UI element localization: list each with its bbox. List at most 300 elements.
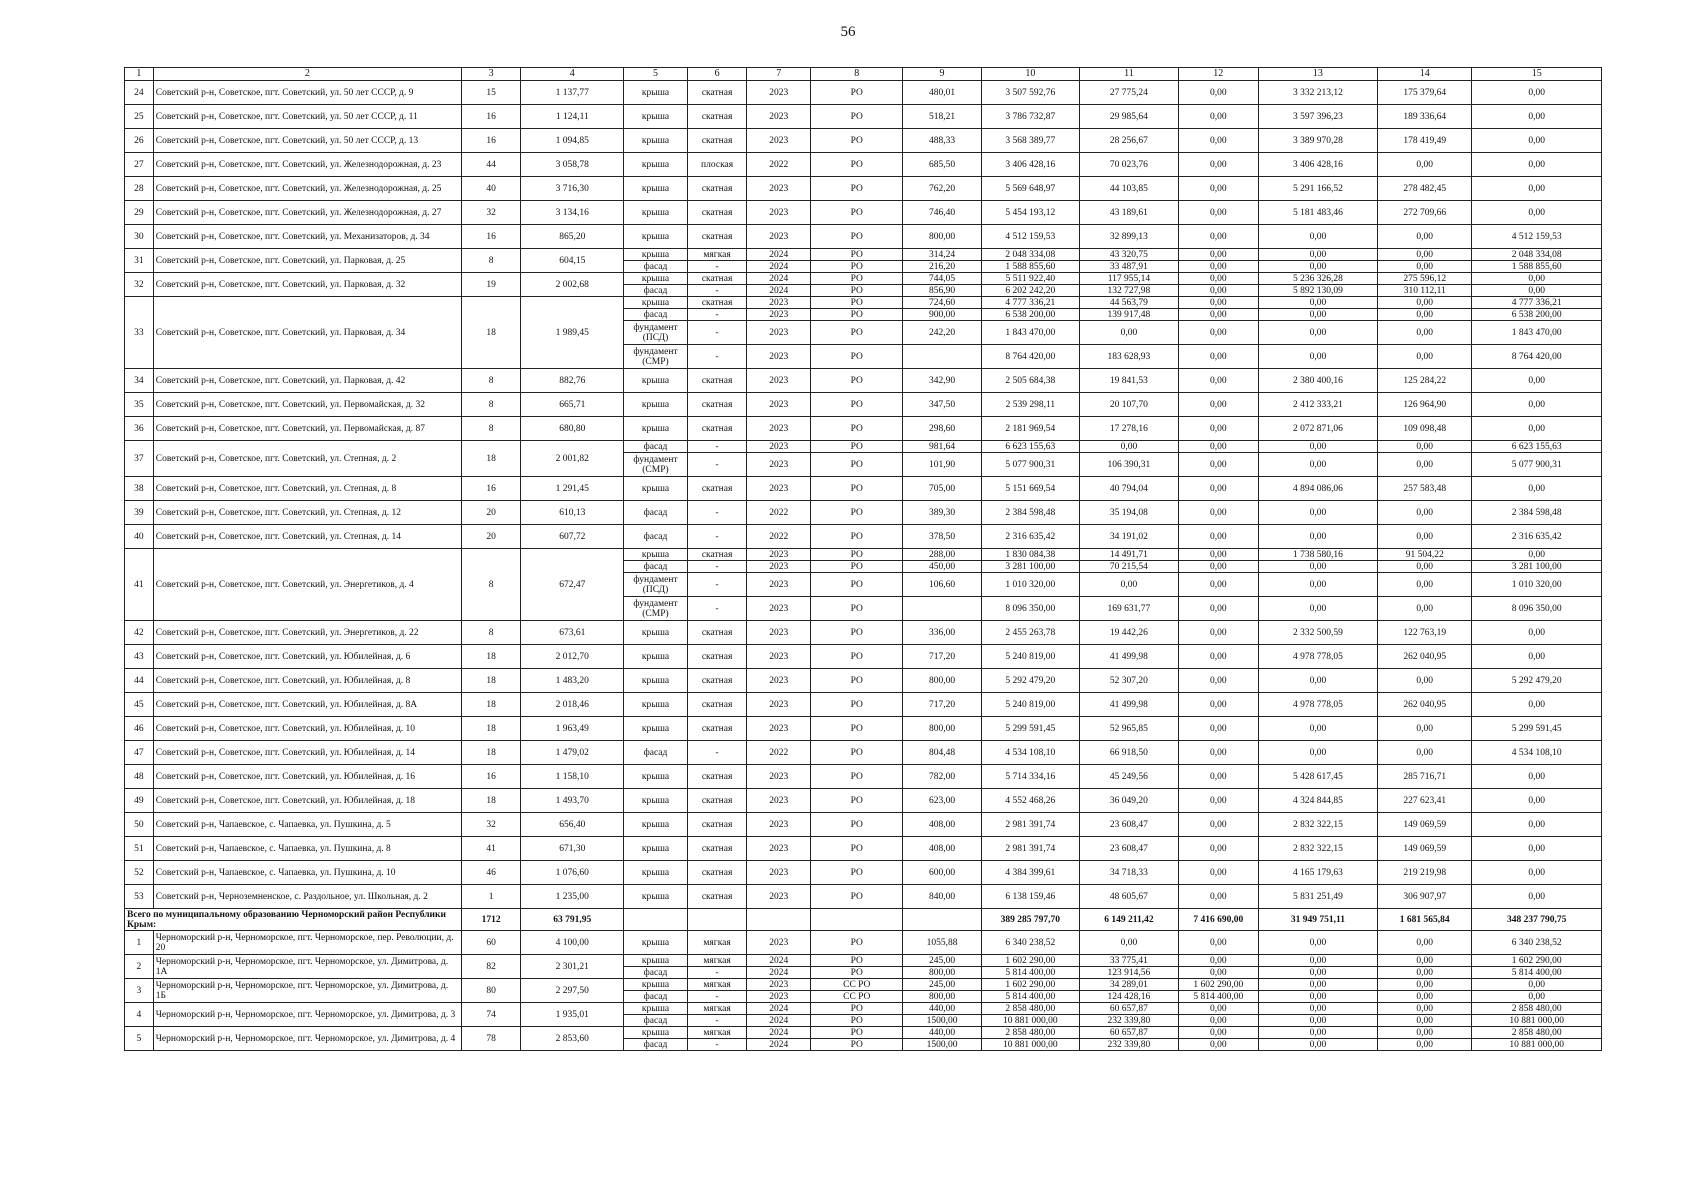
- total-label: Всего по муниципальному образованию Черноморский район Республики Крым:: [125, 909, 462, 931]
- address-cell: Советский р-н, Советское, пгт. Советский, ул. Юбилейная, д. 8: [153, 669, 461, 693]
- apartments-cell: 16: [461, 105, 521, 129]
- col12-cell: 0,00: [1178, 669, 1258, 693]
- total-cost-cell: 1 602 290,00: [981, 955, 1080, 967]
- year-cell: 2023: [747, 645, 811, 669]
- col14-cell: 306 907,97: [1377, 885, 1471, 909]
- total-cost-cell: 1 602 290,00: [981, 979, 1080, 991]
- col15-cell: 6 538 200,00: [1472, 309, 1602, 321]
- work-type-cell: крыша: [624, 861, 688, 885]
- row-number: 41: [125, 549, 154, 621]
- col12-cell: 0,00: [1178, 345, 1258, 369]
- col14-cell: 189 336,64: [1377, 105, 1471, 129]
- fund-source-cell: РО: [811, 105, 903, 129]
- column-number-7: 7: [747, 68, 811, 81]
- year-cell: 2024: [747, 955, 811, 967]
- col14-cell: 0,00: [1377, 153, 1471, 177]
- total-cost-cell: 10 881 000,00: [981, 1039, 1080, 1051]
- col12-cell: 0,00: [1178, 1003, 1258, 1015]
- address-cell: Советский р-н, Советское, пгт. Советский, ул. Железнодорожная, д. 27: [153, 201, 461, 225]
- work-type-cell: фундамент (СМР): [624, 597, 688, 621]
- col13-cell: 0,00: [1258, 1003, 1377, 1015]
- column-number-3: 3: [461, 68, 521, 81]
- col15-cell: 1 602 290,00: [1472, 955, 1602, 967]
- fund-source-cell: СС РО: [811, 979, 903, 991]
- roof-type-cell: скатная: [687, 549, 747, 561]
- total-cost-cell: 2 505 684,38: [981, 369, 1080, 393]
- col15-cell: 0,00: [1472, 837, 1602, 861]
- volume-cell: 298,60: [903, 417, 981, 441]
- sk-cost-cell: 132 727,98: [1080, 285, 1179, 297]
- row-number: 28: [125, 177, 154, 201]
- roof-type-cell: скатная: [687, 765, 747, 789]
- sk-cost-cell: 20 107,70: [1080, 393, 1179, 417]
- apartments-cell: 18: [461, 645, 521, 669]
- apartments-cell: 1: [461, 885, 521, 909]
- work-type-cell: крыша: [624, 297, 688, 309]
- fund-source-cell: РО: [811, 561, 903, 573]
- row-number: 45: [125, 693, 154, 717]
- address-cell: Советский р-н, Советское, пгт. Советский, ул. 50 лет СССР, д. 11: [153, 105, 461, 129]
- col13-cell: 0,00: [1258, 573, 1377, 597]
- table-row: [125, 1027, 1602, 1039]
- col13-cell: 3 406 428,16: [1258, 153, 1377, 177]
- area-cell: 656,40: [521, 813, 624, 837]
- roof-type-cell: -: [687, 573, 747, 597]
- sk-cost-cell: 19 442,26: [1080, 621, 1179, 645]
- sk-cost-cell: 40 794,04: [1080, 477, 1179, 501]
- col14-cell: 0,00: [1377, 525, 1471, 549]
- col15-cell: 0,00: [1472, 693, 1602, 717]
- area-cell: 1 493,70: [521, 789, 624, 813]
- col12-cell: 0,00: [1178, 441, 1258, 453]
- area-cell: 2 001,82: [521, 441, 624, 477]
- row-number: 1: [125, 931, 154, 955]
- sk-cost-cell: 34 718,33: [1080, 861, 1179, 885]
- work-type-cell: фасад: [624, 261, 688, 273]
- area-cell: 610,13: [521, 501, 624, 525]
- col12-cell: 0,00: [1178, 525, 1258, 549]
- volume-cell: 440,00: [903, 1003, 981, 1015]
- fund-source-cell: СС РО: [811, 991, 903, 1003]
- year-cell: 2023: [747, 693, 811, 717]
- fund-source-cell: РО: [811, 741, 903, 765]
- col12-cell: 0,00: [1178, 955, 1258, 967]
- year-cell: 2023: [747, 393, 811, 417]
- roof-type-cell: скатная: [687, 693, 747, 717]
- col15-cell: 4 777 336,21: [1472, 297, 1602, 309]
- column-number-row: [125, 68, 1602, 81]
- roof-type-cell: -: [687, 453, 747, 477]
- volume-cell: 101,90: [903, 453, 981, 477]
- apartments-cell: 8: [461, 621, 521, 645]
- year-cell: 2023: [747, 321, 811, 345]
- fund-source-cell: РО: [811, 453, 903, 477]
- fund-source-cell: РО: [811, 967, 903, 979]
- year-cell: 2023: [747, 417, 811, 441]
- apartments-cell: 20: [461, 501, 521, 525]
- total-cost-cell: 1 010 320,00: [981, 573, 1080, 597]
- col13-cell: 0,00: [1258, 597, 1377, 621]
- area-cell: 4 100,00: [521, 931, 624, 955]
- total-cost-cell: 2 981 391,74: [981, 813, 1080, 837]
- col14-cell: 0,00: [1377, 1027, 1471, 1039]
- fund-source-cell: РО: [811, 717, 903, 741]
- area-cell: 2 301,21: [521, 955, 624, 979]
- year-cell: 2023: [747, 621, 811, 645]
- area-cell: 672,47: [521, 549, 624, 621]
- volume-cell: 336,00: [903, 621, 981, 645]
- total-cost-cell: 5 077 900,31: [981, 453, 1080, 477]
- col15-cell: 0,00: [1472, 789, 1602, 813]
- col13-cell: 4 978 778,05: [1258, 645, 1377, 669]
- table-row: [125, 297, 1602, 309]
- volume-cell: 717,20: [903, 645, 981, 669]
- apartments-cell: 32: [461, 813, 521, 837]
- col14-cell: 0,00: [1377, 345, 1471, 369]
- area-cell: 1 076,60: [521, 861, 624, 885]
- col14-cell: 0,00: [1377, 321, 1471, 345]
- col15-cell: 8 764 420,00: [1472, 345, 1602, 369]
- sk-cost-cell: 33 775,41: [1080, 955, 1179, 967]
- fund-source-cell: РО: [811, 153, 903, 177]
- total-cost-cell: 8 764 420,00: [981, 345, 1080, 369]
- apartments-cell: 40: [461, 177, 521, 201]
- col12-cell: 1 602 290,00: [1178, 979, 1258, 991]
- sk-cost-cell: 36 049,20: [1080, 789, 1179, 813]
- work-type-cell: крыша: [624, 129, 688, 153]
- work-type-cell: крыша: [624, 955, 688, 967]
- col12-cell: 0,00: [1178, 129, 1258, 153]
- table-row: [125, 393, 1602, 417]
- fund-source-cell: РО: [811, 885, 903, 909]
- fund-source-cell: РО: [811, 645, 903, 669]
- table-row: [125, 525, 1602, 549]
- col14-cell: 257 583,48: [1377, 477, 1471, 501]
- total-cost-cell: 5 240 819,00: [981, 645, 1080, 669]
- fund-source-cell: РО: [811, 693, 903, 717]
- row-number: 30: [125, 225, 154, 249]
- col13-cell: 0,00: [1258, 991, 1377, 1003]
- total-cost-cell: 2 981 391,74: [981, 837, 1080, 861]
- row-number: 37: [125, 441, 154, 477]
- sk-cost-cell: 70 023,76: [1080, 153, 1179, 177]
- table-row: [125, 765, 1602, 789]
- work-type-cell: фасад: [624, 501, 688, 525]
- roof-type-cell: скатная: [687, 885, 747, 909]
- col14-cell: 109 098,48: [1377, 417, 1471, 441]
- roof-type-cell: плоская: [687, 153, 747, 177]
- row-number: 33: [125, 297, 154, 369]
- fund-source-cell: РО: [811, 549, 903, 561]
- volume-cell: 804,48: [903, 741, 981, 765]
- volume-cell: 347,50: [903, 393, 981, 417]
- roof-type-cell: скатная: [687, 813, 747, 837]
- total-cost-cell: 6 538 200,00: [981, 309, 1080, 321]
- total-cost-cell: 4 552 468,26: [981, 789, 1080, 813]
- work-type-cell: фасад: [624, 525, 688, 549]
- roof-type-cell: скатная: [687, 789, 747, 813]
- roof-type-cell: скатная: [687, 81, 747, 105]
- work-type-cell: фасад: [624, 561, 688, 573]
- roof-type-cell: мягкая: [687, 979, 747, 991]
- col12-cell: 0,00: [1178, 501, 1258, 525]
- col12-cell: 0,00: [1178, 273, 1258, 285]
- fund-source-cell: РО: [811, 417, 903, 441]
- sk-cost-cell: 0,00: [1080, 441, 1179, 453]
- row-number: 3: [125, 979, 154, 1003]
- sk-cost-cell: 23 608,47: [1080, 813, 1179, 837]
- table-row: [125, 441, 1602, 453]
- roof-type-cell: скатная: [687, 621, 747, 645]
- area-cell: 2 297,50: [521, 979, 624, 1003]
- address-cell: Черноморский р-н, Черноморское, пгт. Черноморское, ул. Димитрова, д. 4: [153, 1027, 461, 1051]
- column-number-11: 11: [1080, 68, 1179, 81]
- work-type-cell: фасад: [624, 1015, 688, 1027]
- column-number-5: 5: [624, 68, 688, 81]
- sk-cost-cell: 139 917,48: [1080, 309, 1179, 321]
- apartments-cell: 16: [461, 225, 521, 249]
- sk-cost-cell: 33 487,91: [1080, 261, 1179, 273]
- year-cell: 2022: [747, 501, 811, 525]
- year-cell: 2023: [747, 105, 811, 129]
- fund-source-cell: РО: [811, 249, 903, 261]
- fund-source-cell: РО: [811, 837, 903, 861]
- apartments-cell: 18: [461, 741, 521, 765]
- work-type-cell: крыша: [624, 885, 688, 909]
- apartments-cell: 8: [461, 549, 521, 621]
- total-cost-cell: 6 138 159,46: [981, 885, 1080, 909]
- col15-cell: 0,00: [1472, 369, 1602, 393]
- total-cost-cell: 5 240 819,00: [981, 693, 1080, 717]
- volume-cell: 746,40: [903, 201, 981, 225]
- area-cell: 1 235,00: [521, 885, 624, 909]
- col12-cell: 0,00: [1178, 789, 1258, 813]
- total-cost-cell: 5 299 591,45: [981, 717, 1080, 741]
- sk-cost-cell: 0,00: [1080, 321, 1179, 345]
- year-cell: 2022: [747, 525, 811, 549]
- year-cell: 2023: [747, 177, 811, 201]
- col13-cell: 4 165 179,63: [1258, 861, 1377, 885]
- work-type-cell: крыша: [624, 393, 688, 417]
- col12-cell: 0,00: [1178, 717, 1258, 741]
- year-cell: 2023: [747, 309, 811, 321]
- col13-cell: 5 428 617,45: [1258, 765, 1377, 789]
- total-cost-cell: 1 843 470,00: [981, 321, 1080, 345]
- year-cell: 2023: [747, 669, 811, 693]
- table-row: [125, 477, 1602, 501]
- volume-cell: 717,20: [903, 693, 981, 717]
- col12-cell: 0,00: [1178, 285, 1258, 297]
- apartments-cell: 82: [461, 955, 521, 979]
- col13-cell: 5 892 130,09: [1258, 285, 1377, 297]
- fund-source-cell: РО: [811, 81, 903, 105]
- col13-cell: 0,00: [1258, 309, 1377, 321]
- col14-cell: 219 219,98: [1377, 861, 1471, 885]
- roof-type-cell: скатная: [687, 645, 747, 669]
- roof-type-cell: скатная: [687, 477, 747, 501]
- volume-cell: 245,00: [903, 955, 981, 967]
- fund-source-cell: РО: [811, 621, 903, 645]
- fund-source-cell: РО: [811, 813, 903, 837]
- apartments-cell: 18: [461, 717, 521, 741]
- row-number: 25: [125, 105, 154, 129]
- volume-cell: 705,00: [903, 477, 981, 501]
- col14-cell: 227 623,41: [1377, 789, 1471, 813]
- col15-cell: 0,00: [1472, 177, 1602, 201]
- apartments-cell: 60: [461, 931, 521, 955]
- fund-source-cell: РО: [811, 789, 903, 813]
- year-cell: 2024: [747, 1027, 811, 1039]
- sk-cost-cell: 117 955,14: [1080, 273, 1179, 285]
- work-type-cell: крыша: [624, 417, 688, 441]
- area-cell: 680,80: [521, 417, 624, 441]
- col15-cell: 2 858 480,00: [1472, 1003, 1602, 1015]
- sk-cost-cell: 45 249,56: [1080, 765, 1179, 789]
- total-empty: [747, 909, 811, 931]
- table-row: [125, 885, 1602, 909]
- year-cell: 2023: [747, 991, 811, 1003]
- apartments-cell: 15: [461, 81, 521, 105]
- row-number: 29: [125, 201, 154, 225]
- col13-cell: 5 291 166,52: [1258, 177, 1377, 201]
- fund-source-cell: РО: [811, 297, 903, 309]
- total-cost-cell: 2 539 298,11: [981, 393, 1080, 417]
- volume-cell: 856,90: [903, 285, 981, 297]
- table-row: [125, 621, 1602, 645]
- roof-type-cell: -: [687, 741, 747, 765]
- work-type-cell: крыша: [624, 621, 688, 645]
- col14-cell: 285 716,71: [1377, 765, 1471, 789]
- address-cell: Советский р-н, Советское, пгт. Советский, ул. Энергетиков, д. 4: [153, 549, 461, 621]
- row-number: 44: [125, 669, 154, 693]
- col15-cell: 0,00: [1472, 979, 1602, 991]
- total-cost-cell: 2 858 480,00: [981, 1027, 1080, 1039]
- col12-cell: 0,00: [1178, 105, 1258, 129]
- total-cost-cell: 3 281 100,00: [981, 561, 1080, 573]
- address-cell: Черноморский р-н, Черноморское, пгт. Черноморское, ул. Димитрова, д. 1А: [153, 955, 461, 979]
- fund-source-cell: РО: [811, 1015, 903, 1027]
- fund-source-cell: РО: [811, 573, 903, 597]
- table-row: [125, 813, 1602, 837]
- fund-source-cell: РО: [811, 225, 903, 249]
- work-type-cell: крыша: [624, 105, 688, 129]
- col15-cell: 5 077 900,31: [1472, 453, 1602, 477]
- total-cost-cell: 3 568 389,77: [981, 129, 1080, 153]
- volume-cell: 981,64: [903, 441, 981, 453]
- total-cost-cell: 3 406 428,16: [981, 153, 1080, 177]
- col15-cell: 2 858 480,00: [1472, 1027, 1602, 1039]
- apartments-cell: 18: [461, 297, 521, 369]
- col15-cell: 0,00: [1472, 105, 1602, 129]
- col13-cell: 0,00: [1258, 525, 1377, 549]
- col13-cell: 0,00: [1258, 1015, 1377, 1027]
- year-cell: 2023: [747, 931, 811, 955]
- roof-type-cell: скатная: [687, 273, 747, 285]
- volume-cell: 623,00: [903, 789, 981, 813]
- col15-cell: 0,00: [1472, 861, 1602, 885]
- col12-cell: 0,00: [1178, 1015, 1258, 1027]
- col13-cell: 5 181 483,46: [1258, 201, 1377, 225]
- roof-type-cell: -: [687, 501, 747, 525]
- apartments-cell: 46: [461, 861, 521, 885]
- area-cell: 1 963,49: [521, 717, 624, 741]
- row-number: 48: [125, 765, 154, 789]
- col12-cell: 0,00: [1178, 453, 1258, 477]
- apartments-cell: 19: [461, 273, 521, 297]
- sk-cost-cell: 34 289,01: [1080, 979, 1179, 991]
- total-cost-cell: 3 786 732,87: [981, 105, 1080, 129]
- volume-cell: 314,24: [903, 249, 981, 261]
- col12-cell: 0,00: [1178, 931, 1258, 955]
- work-type-cell: фундамент (ПСД): [624, 573, 688, 597]
- sk-cost-cell: 232 339,80: [1080, 1039, 1179, 1051]
- col15-cell: 1 588 855,60: [1472, 261, 1602, 273]
- work-type-cell: фасад: [624, 967, 688, 979]
- col14-cell: 126 964,90: [1377, 393, 1471, 417]
- work-type-cell: фундамент (СМР): [624, 345, 688, 369]
- col14-cell: 0,00: [1377, 597, 1471, 621]
- year-cell: 2024: [747, 1015, 811, 1027]
- col12-cell: 0,00: [1178, 297, 1258, 309]
- sk-cost-cell: 41 499,98: [1080, 645, 1179, 669]
- col15-cell: 0,00: [1472, 991, 1602, 1003]
- roof-type-cell: скатная: [687, 417, 747, 441]
- col15-cell: 0,00: [1472, 549, 1602, 561]
- fund-source-cell: РО: [811, 669, 903, 693]
- row-number: 50: [125, 813, 154, 837]
- year-cell: 2023: [747, 717, 811, 741]
- column-number-14: 14: [1377, 68, 1471, 81]
- apartments-cell: 18: [461, 441, 521, 477]
- apartments-cell: 16: [461, 477, 521, 501]
- col14-cell: 0,00: [1377, 261, 1471, 273]
- year-cell: 2023: [747, 765, 811, 789]
- sk-cost-cell: 123 914,56: [1080, 967, 1179, 979]
- col12-cell: 0,00: [1178, 741, 1258, 765]
- address-cell: Советский р-н, Советское, пгт. Советский, ул. Степная, д. 14: [153, 525, 461, 549]
- apartments-cell: 41: [461, 837, 521, 861]
- area-cell: 1 291,45: [521, 477, 624, 501]
- roof-type-cell: -: [687, 309, 747, 321]
- fund-source-cell: РО: [811, 1027, 903, 1039]
- col14-cell: 272 709,66: [1377, 201, 1471, 225]
- apartments-cell: 8: [461, 249, 521, 273]
- col15-cell: 0,00: [1472, 153, 1602, 177]
- table-row: [125, 105, 1602, 129]
- year-cell: 2023: [747, 369, 811, 393]
- total-cost-cell: 2 384 598,48: [981, 501, 1080, 525]
- col15-cell: 5 299 591,45: [1472, 717, 1602, 741]
- year-cell: 2024: [747, 967, 811, 979]
- col15-cell: 5 292 479,20: [1472, 669, 1602, 693]
- col13-cell: 0,00: [1258, 931, 1377, 955]
- col13-cell: 0,00: [1258, 967, 1377, 979]
- year-cell: 2023: [747, 477, 811, 501]
- row-number: 42: [125, 621, 154, 645]
- table-row: [125, 717, 1602, 741]
- col14-cell: 0,00: [1377, 669, 1471, 693]
- area-cell: 2 853,60: [521, 1027, 624, 1051]
- work-type-cell: крыша: [624, 645, 688, 669]
- work-type-cell: крыша: [624, 549, 688, 561]
- apartments-cell: 20: [461, 525, 521, 549]
- col14-cell: 0,00: [1377, 741, 1471, 765]
- sk-cost-cell: 32 899,13: [1080, 225, 1179, 249]
- fund-source-cell: РО: [811, 201, 903, 225]
- fund-source-cell: РО: [811, 177, 903, 201]
- year-cell: 2023: [747, 597, 811, 621]
- address-cell: Советский р-н, Советское, пгт. Советский, ул. Юбилейная, д. 6: [153, 645, 461, 669]
